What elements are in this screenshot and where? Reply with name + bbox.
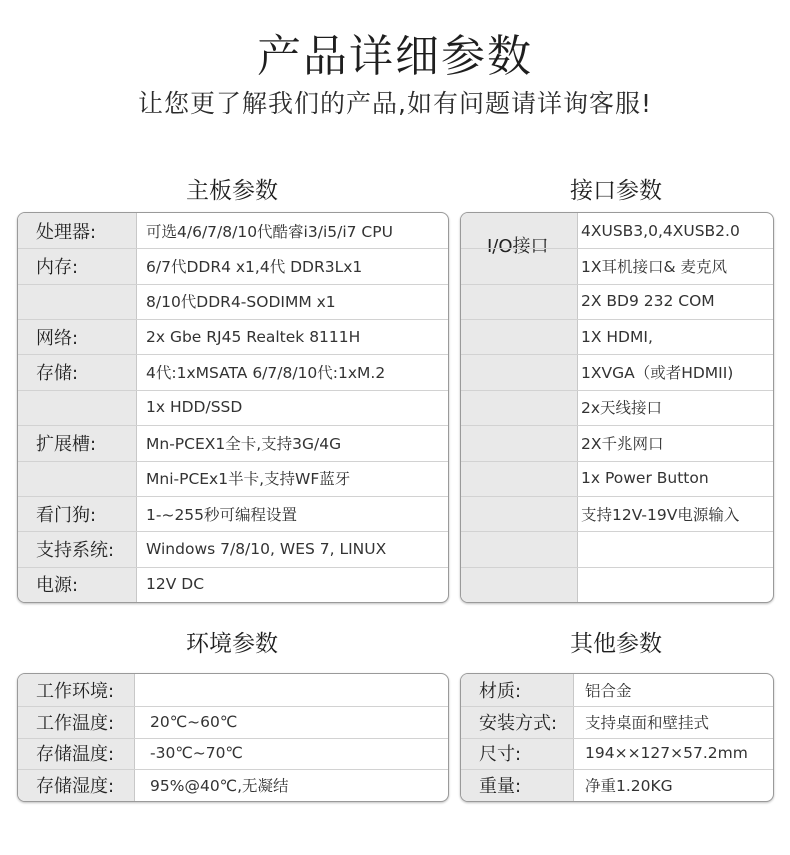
row-label: 存储: xyxy=(36,363,79,385)
table-row xyxy=(18,531,448,567)
row-value: 1x Power Button xyxy=(581,469,709,488)
other-table xyxy=(460,673,774,802)
table-row xyxy=(461,769,773,801)
row-value: 6/7代DDR4 x1,4代 DDR3Lx1 xyxy=(146,258,363,277)
table-row xyxy=(18,674,448,707)
row-value: 12V DC xyxy=(146,575,205,594)
row-value: 8/10代DDR4-SODIMM x1 xyxy=(146,293,336,312)
table-row xyxy=(461,461,773,497)
row-value: 铝合金 xyxy=(585,681,632,700)
row-value: -30℃~70℃ xyxy=(150,744,243,763)
row-label: 内存: xyxy=(36,257,79,279)
environment-section-title: 环境参数 xyxy=(186,631,278,657)
table-row xyxy=(461,567,773,602)
table-row xyxy=(461,531,773,567)
row-label: 网络: xyxy=(36,327,79,349)
table-row xyxy=(18,496,448,532)
table-row xyxy=(18,390,448,426)
row-label: 支持系统: xyxy=(36,539,115,561)
row-label: 看门狗: xyxy=(36,504,97,526)
environment-table xyxy=(17,673,449,802)
table-row xyxy=(18,738,448,771)
interfaces-table xyxy=(460,212,774,603)
row-value: 2X BD9 232 COM xyxy=(581,292,715,311)
table-row xyxy=(461,213,773,249)
row-value: 净重1.20KG xyxy=(585,777,673,796)
row-value: 4XUSB3,0,4XUSB2.0 xyxy=(581,221,740,240)
table-row xyxy=(461,284,773,320)
table-row xyxy=(18,567,448,602)
table-row xyxy=(18,284,448,320)
table-row xyxy=(18,319,448,355)
table-row xyxy=(18,248,448,284)
table-row xyxy=(18,213,448,249)
row-value: 1XVGA（或者HDMII) xyxy=(581,364,734,383)
table-row xyxy=(461,248,773,284)
row-value: 2x天线接口 xyxy=(581,399,663,418)
row-value: Mni-PCEx1半卡,支持WF蓝牙 xyxy=(146,470,351,489)
row-value: 2X千兆网口 xyxy=(581,434,664,453)
table-row xyxy=(461,425,773,461)
row-label: 工作温度: xyxy=(36,712,115,734)
table-row xyxy=(18,706,448,739)
row-value: 1X耳机接口& 麦克风 xyxy=(581,258,727,277)
table-row xyxy=(461,319,773,355)
table-row xyxy=(18,425,448,461)
row-value: 1x HDD/SSD xyxy=(146,398,243,417)
row-label: 工作环境: xyxy=(36,680,115,702)
mainboard-table xyxy=(17,212,449,603)
page-title: 产品详细参数 xyxy=(257,31,533,82)
row-label: 尺寸: xyxy=(479,744,522,766)
row-value: 2x Gbe RJ45 Realtek 8111H xyxy=(146,327,361,346)
row-value: 4代:1xMSATA 6/7/8/10代:1xM.2 xyxy=(146,364,386,383)
row-value: Mn-PCEX1全卡,支持3G/4G xyxy=(146,434,342,453)
row-label: 重量: xyxy=(479,776,522,798)
mainboard-section-title: 主板参数 xyxy=(186,178,278,204)
row-value: 支持12V-19V电源输入 xyxy=(581,505,740,524)
row-label: 存储温度: xyxy=(36,744,115,766)
row-value: 20℃~60℃ xyxy=(150,712,238,731)
row-value: Windows 7/8/10, WES 7, LINUX xyxy=(146,539,387,558)
table-row xyxy=(461,706,773,739)
interfaces-section-title: 接口参数 xyxy=(570,178,662,204)
row-value: 可选4/6/7/8/10代酷睿i3/i5/i7 CPU xyxy=(146,222,393,241)
table-row xyxy=(461,354,773,390)
page-subtitle: 让您更了解我们的产品,如有问题请详询客服! xyxy=(138,89,652,118)
table-row xyxy=(461,674,773,707)
row-value: 194××127×57.2mm xyxy=(585,744,748,763)
row-value: 1-~255秒可编程设置 xyxy=(146,505,298,524)
row-label: 扩展槽: xyxy=(36,433,97,455)
row-value: 95%@40℃,无凝结 xyxy=(150,777,289,796)
row-value: 支持桌面和壁挂式 xyxy=(585,713,710,732)
other-section-title: 其他参数 xyxy=(570,631,662,657)
table-row xyxy=(18,461,448,497)
io-interface-label: I/O接口 xyxy=(487,236,549,257)
table-row xyxy=(461,738,773,771)
row-label: 电源: xyxy=(36,575,79,597)
table-row xyxy=(18,354,448,390)
row-label: 存储湿度: xyxy=(36,776,115,798)
table-row xyxy=(461,390,773,426)
row-label: 安装方式: xyxy=(479,712,558,734)
table-row xyxy=(18,769,448,801)
row-label: 材质: xyxy=(479,680,522,702)
row-value: 1X HDMI, xyxy=(581,327,653,346)
table-row xyxy=(461,496,773,532)
row-label: 处理器: xyxy=(36,221,97,243)
